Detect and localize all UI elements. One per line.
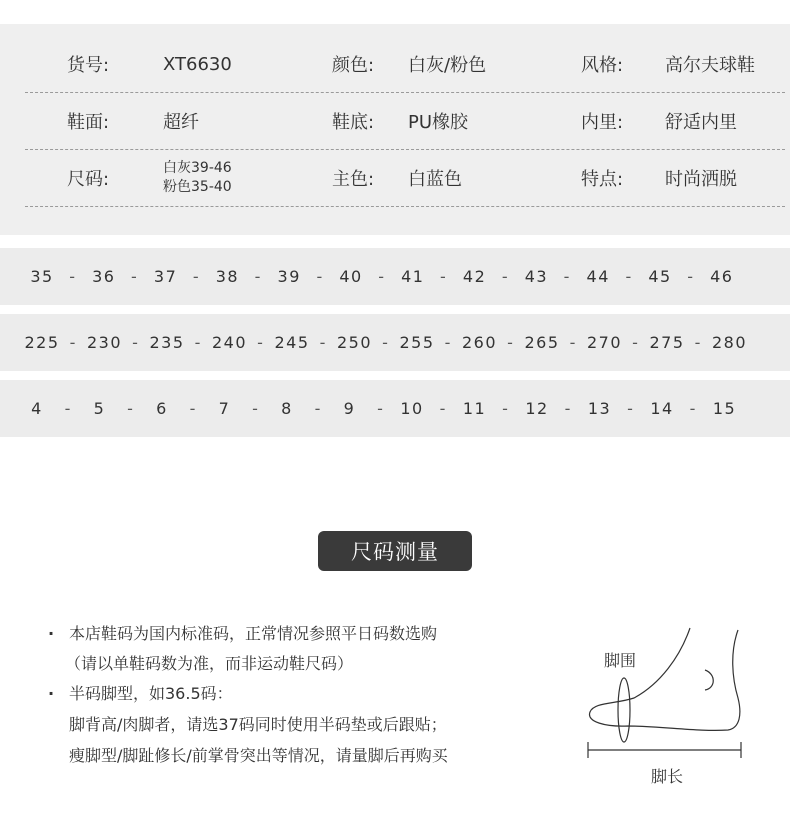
size-separator: - [314,399,322,418]
size-value: 37 [153,267,178,286]
size-value: 13 [587,399,612,418]
size-separator: - [563,267,571,286]
size-value: 5 [93,399,106,418]
size-value: 6 [156,399,168,418]
spec-value-upper: 超纤 [163,112,199,133]
size-value: 245 [274,333,310,352]
size-separator: - [189,399,197,418]
size-value: 270 [586,333,623,352]
size-separator: - [254,267,262,286]
size-separator: - [564,399,572,418]
size-band-mm [0,314,790,371]
size-separator: - [377,399,385,418]
size-separator: - [69,267,77,286]
size-value: 35 [30,267,54,286]
size-separator: - [627,399,635,418]
size-value: 15 [712,399,737,418]
size-separator: - [257,333,265,352]
note-text: 脚背高/肉脚者，请选37码同时使用半码垫或后跟贴； [69,715,447,734]
size-value: 46 [710,267,734,286]
size-value: 255 [399,333,435,352]
size-list-mm [0,314,770,371]
size-value: 11 [462,399,487,418]
size-separator: - [439,399,447,418]
spec-key-style: 风格: [581,55,624,76]
size-separator: - [694,333,702,352]
spec-value-lining: 舒适内里 [665,112,737,133]
bullet-icon: · [48,684,55,703]
size-value: 4 [31,399,43,418]
size-value: 275 [649,333,685,352]
size-value: 265 [524,333,560,352]
foot-measure-diagram [580,622,750,792]
size-separator: - [319,333,327,352]
size-separator: - [502,399,510,418]
size-separator: - [625,267,633,286]
size-value: 260 [461,333,498,352]
spec-value-size [163,150,232,206]
size-band-eu [0,248,790,305]
size-separator: - [69,333,77,352]
size-value: 45 [648,267,672,286]
size-value: 12 [525,399,549,418]
size-value: 43 [524,267,549,286]
spec-value-main-color: 白蓝色 [408,169,462,190]
spec-key-item-no: 货号: [67,55,110,76]
spec-key-lining: 内里: [581,112,624,133]
size-list-eu [0,248,770,305]
size-separator: - [132,333,140,352]
spec-key-size: 尺码: [67,169,110,190]
size-separator: - [440,267,448,286]
spec-key-sole: 鞋底: [332,112,375,133]
spec-key-upper: 鞋面: [67,112,110,133]
size-value: 8 [281,399,293,418]
note-text: 本店鞋码为国内标准码，正常情况参照平日码数选购 [69,624,438,643]
size-separator: - [382,333,390,352]
size-separator: - [569,333,577,352]
size-separator: - [192,267,201,286]
size-value: 280 [711,333,748,352]
size-separator: - [194,333,202,352]
size-value: 250 [336,333,373,352]
size-band-uk [0,380,790,437]
size-separator: - [131,267,139,286]
bullet-icon: · [48,624,55,643]
size-separator: - [632,333,640,352]
size-value: 36 [92,267,116,286]
size-value: 7 [218,399,231,418]
size-value: 39 [277,267,301,286]
size-separator: - [687,267,695,286]
size-range-pink: 粉色35-40 [163,179,232,195]
size-value: 9 [343,399,356,418]
size-list-uk [0,380,770,437]
size-separator: - [501,267,510,286]
size-value: 10 [400,399,424,418]
size-value: 44 [586,267,610,286]
spec-key-feature: 特点: [581,169,624,190]
size-value: 240 [211,333,248,352]
size-value: 41 [401,267,425,286]
size-separator: - [252,399,260,418]
spec-table [0,24,790,235]
size-value: 38 [215,267,240,286]
note-text: 半码脚型，如36.5码： [69,684,233,703]
note-text: （请以单鞋码数为准，而非运动鞋尺码） [65,654,354,673]
spec-value-color: 白灰/粉色 [408,55,487,76]
note-text: 瘦脚型/脚趾修长/前掌骨突出等情况，请量脚后再购买 [69,746,448,765]
spec-row [25,36,785,93]
spec-value-feature: 时尚洒脱 [665,169,737,190]
spec-row [25,93,785,150]
foot-length-label: 脚长 [651,767,684,786]
spec-value-item-no: XT6630 [163,53,232,75]
size-value: 40 [339,267,363,286]
spec-key-color: 颜色: [332,55,375,76]
spec-key-main-color: 主色: [332,169,375,190]
size-value: 230 [86,333,123,352]
size-value: 235 [149,333,185,352]
size-value: 225 [24,333,60,352]
spec-row [25,150,785,207]
size-value: 42 [462,267,487,286]
size-value: 14 [650,399,674,418]
size-measure-title: 尺码测量 [318,531,472,571]
size-separator: - [444,333,452,352]
size-separator: - [378,267,386,286]
size-separator: - [64,399,72,418]
foot-girth-label: 脚围 [604,651,637,670]
size-separator: - [316,267,324,286]
spec-value-style: 高尔夫球鞋 [665,55,755,76]
size-separator: - [127,399,135,418]
size-separator: - [507,333,515,352]
size-separator: - [689,399,697,418]
spec-value-sole: PU橡胶 [408,112,469,133]
size-range-white-grey: 白灰39-46 [163,160,232,176]
